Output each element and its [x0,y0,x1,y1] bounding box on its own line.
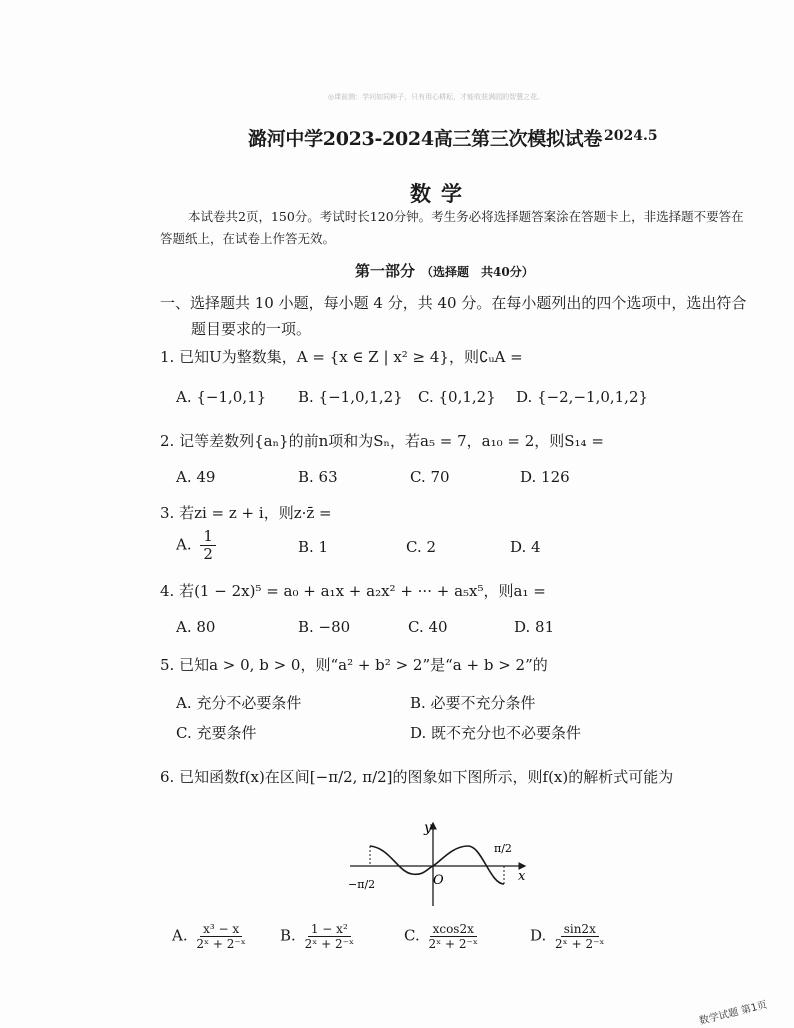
question-4-option-c[interactable]: C. 40 [408,618,448,636]
fraction-numerator: sin2x [561,922,599,937]
part-subtitle: （选择题 共40分） [421,265,534,279]
question-1-option-d[interactable]: D. {−2,−1,0,1,2} [516,388,649,406]
question-4-option-b[interactable]: B. −80 [298,618,351,636]
origin-label: O [433,873,444,888]
question-4-option-d[interactable]: D. 81 [514,618,555,636]
page-stamp: 数学试题 第1页 [698,999,769,1028]
question-6-interval: [−π/2, π/2] [309,768,393,786]
question-6-option-b-label: B. [280,926,296,945]
question-6-option-b-fraction [305,922,354,951]
question-5-option-a[interactable]: A. 充分不必要条件 [176,694,302,712]
question-3-option-b[interactable]: B. 1 [298,538,329,556]
question-3-option-a[interactable] [176,528,216,563]
fraction-denominator: 2ˣ + 2⁻ˣ [428,937,478,951]
section-instructions: 一、选择题共 10 小题，每小题 4 分，共 40 分。在每小题列出的四个选项中，选出符合题目要求的一项。 [160,294,747,338]
exam-title: 潞河中学2023-2024高三第三次模拟试卷 [248,128,603,150]
question-6-option-d-label: D. [530,926,547,945]
question-6-option-d[interactable] [530,922,605,951]
part-heading [355,260,534,281]
question-6-option-c[interactable] [404,922,478,951]
fraction-numerator: x³ − x [200,922,242,937]
left-tick-label: −π/2 [348,878,376,891]
question-6-option-c-fraction [429,922,478,951]
question-3-stem: 3. 若zi = z + i，则z·z̄ = [160,504,332,522]
question-3-option-c[interactable]: C. 2 [406,538,437,556]
question-4-stem: 4. 若(1 − 2x)⁵ = a₀ + a₁x + a₂x² + ··· + a₅x⁵，则a₁ = [160,582,546,600]
question-5-option-d[interactable]: D. 既不充分也不必要条件 [410,724,582,742]
exam-date: 2024.5 [604,128,658,144]
question-2-option-a[interactable]: A. 49 [176,468,216,486]
question-1-option-c[interactable]: C. {0,1,2} [418,388,496,406]
question-2-stem: 2. 记等差数列{aₙ}的前n项和为Sₙ，若a₅ = 7，a₁₀ = 2，则S₁₄ = [160,432,604,450]
question-6-option-b[interactable] [280,922,354,951]
question-6-option-d-fraction [555,922,604,951]
question-6-option-c-label: C. [404,926,420,945]
fraction-numerator: 1 [200,528,216,546]
question-6-stem-pre: 6. 已知函数f(x)在区间 [160,768,310,786]
fraction-numerator: xcos2x [430,922,477,937]
question-3-option-a-fraction [200,528,216,563]
subject-heading: 数学 [410,181,472,206]
question-1-option-b[interactable]: B. {−1,0,1,2} [298,388,403,406]
y-axis-label: y [424,820,432,836]
question-6-option-a-fraction [196,922,245,951]
fraction-numerator: 1 − x² [308,922,351,937]
question-3-option-a-label: A. [176,535,192,554]
question-6-option-a[interactable] [172,922,246,951]
question-6-option-a-label: A. [172,926,188,945]
function-graph [330,818,530,908]
question-2-option-d[interactable]: D. 126 [520,468,570,486]
question-4-option-a[interactable]: A. 80 [176,618,216,636]
fraction-denominator: 2ˣ + 2⁻ˣ [555,937,605,951]
question-6-stem-post: 的图象如下图所示，则f(x)的解析式可能为 [392,768,674,786]
right-tick-label: π/2 [494,842,512,855]
x-axis-label: x [518,869,526,884]
fraction-denominator: 2ˣ + 2⁻ˣ [196,937,246,951]
question-1-stem: 1. 已知U为整数集，A = {x ∈ Z | x² ≥ 4}，则∁ᵤA = [160,348,523,366]
question-6-stem [160,766,673,787]
question-5-stem: 5. 已知a > 0, b > 0，则“a² + b² > 2”是“a + b > 2”的 [160,656,548,674]
question-1-option-a[interactable]: A. {−1,0,1} [176,388,267,406]
fraction-denominator: 2 [203,545,213,563]
exam-instructions: 本试卷共2页，150分。考试时长120分钟。考生务必将选择题答案涂在答题卡上，非选择题不要答在答题纸上，在试卷上作答无效。 [160,209,744,246]
fraction-denominator: 2ˣ + 2⁻ˣ [304,937,355,951]
watermark: ◎课前测：学问如同种子，只有用心耕耘，才能收获满园的智慧之花。 [328,93,545,101]
question-2-option-b[interactable]: B. 63 [298,468,338,486]
question-5-option-c[interactable]: C. 充要条件 [176,724,257,742]
question-2-option-c[interactable]: C. 70 [410,468,450,486]
question-3-option-d[interactable]: D. 4 [510,538,541,556]
question-5-option-b[interactable]: B. 必要不充分条件 [410,694,536,712]
part-title: 第一部分 [355,262,416,280]
